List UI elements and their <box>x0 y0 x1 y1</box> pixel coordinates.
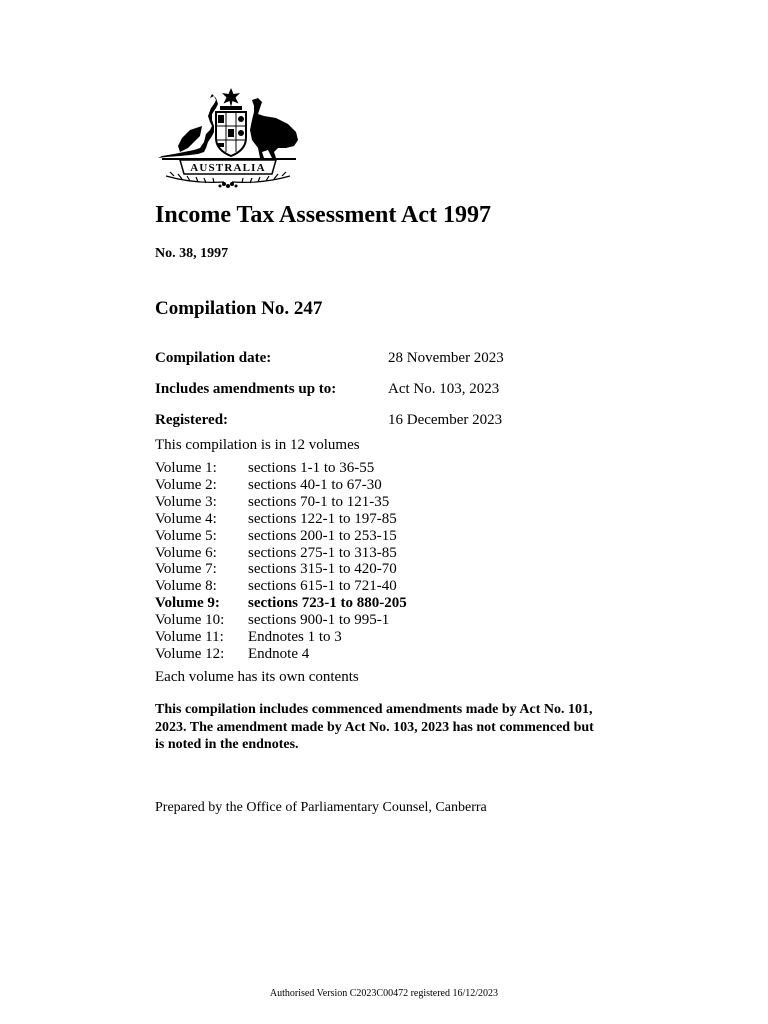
prepared-by: Prepared by the Office of Parliamentary Counsel, Canberra <box>155 800 487 815</box>
volume-name: Volume 8: <box>155 578 217 595</box>
detail-value: 16 December 2023 <box>388 412 503 428</box>
volume-item <box>155 612 407 629</box>
volume-range: sections 315-1 to 420-70 <box>248 561 397 578</box>
volume-item <box>155 528 407 545</box>
volume-range: sections 275-1 to 313-85 <box>248 544 397 561</box>
volume-name: Volume 6: <box>155 544 217 561</box>
volume-item <box>155 494 407 511</box>
amendment-note <box>155 701 610 754</box>
star-icon <box>222 88 240 107</box>
volume-range: sections 900-1 to 995-1 <box>248 612 390 629</box>
volumes-intro: This compilation is in 12 volumes <box>155 437 360 453</box>
volume-name: Volume 7: <box>155 561 217 578</box>
volume-name: Volume 5: <box>155 527 217 544</box>
volume-name: Volume 11: <box>155 629 224 646</box>
amendment-note-line: 2023. The amendment made by Act No. 103, 2023 has not commenced but <box>155 719 594 735</box>
compilation-number: Compilation No. 247 <box>155 298 323 319</box>
volume-name: Volume 12: <box>155 645 225 662</box>
volume-item <box>155 629 407 646</box>
volume-range: sections 1-1 to 36-55 <box>248 460 375 476</box>
kangaroo-icon <box>158 94 218 158</box>
page-footer: Authorised Version C2023C00472 registered 16/12/2023 <box>269 988 499 999</box>
document-title: Income Tax Assessment Act 1997 <box>155 202 492 228</box>
volume-range: Endnotes 1 to 3 <box>248 629 342 646</box>
volume-range: sections 723-1 to 880-205 <box>248 595 407 612</box>
coat-of-arms-logo <box>154 86 302 190</box>
volume-item-current <box>155 595 407 612</box>
volume-name: Volume 1: <box>155 460 217 476</box>
volume-range: Endnote 4 <box>248 645 310 662</box>
volume-item <box>155 561 407 578</box>
volume-item <box>155 460 407 477</box>
volume-item <box>155 477 407 494</box>
detail-label: Registered: <box>155 412 229 428</box>
volumes-outro: Each volume has its own contents <box>155 669 359 685</box>
act-number: No. 38, 1997 <box>155 246 229 261</box>
volume-range: sections 122-1 to 197-85 <box>248 510 397 527</box>
volume-range: sections 200-1 to 253-15 <box>248 527 397 544</box>
volume-name: Volume 3: <box>155 493 217 510</box>
volume-name: Volume 9: <box>155 595 220 612</box>
volume-range: sections 40-1 to 67-30 <box>248 476 382 493</box>
detail-value: Act No. 103, 2023 <box>388 381 500 397</box>
detail-value: 28 November 2023 <box>388 350 504 366</box>
volume-item <box>155 578 407 595</box>
shield-icon <box>216 112 246 156</box>
volume-list <box>155 460 407 663</box>
volume-name: Volume 2: <box>155 476 217 493</box>
volume-range: sections 70-1 to 121-35 <box>248 493 390 510</box>
emu-icon <box>250 98 298 158</box>
volume-item <box>155 511 407 528</box>
volume-name: Volume 10: <box>155 612 225 629</box>
volume-range: sections 615-1 to 721-40 <box>248 578 397 595</box>
detail-label: Compilation date: <box>155 350 272 366</box>
volume-item <box>155 545 407 562</box>
volume-name: Volume 4: <box>155 510 217 527</box>
volume-item <box>155 646 407 663</box>
amendment-note-line: This compilation includes commenced amendments made by Act No. 101, <box>155 702 593 717</box>
amendment-note-line: is noted in the endnotes. <box>155 737 299 752</box>
crest-label: AUSTRALIA <box>190 162 266 174</box>
detail-label: Includes amendments up to: <box>155 381 337 397</box>
